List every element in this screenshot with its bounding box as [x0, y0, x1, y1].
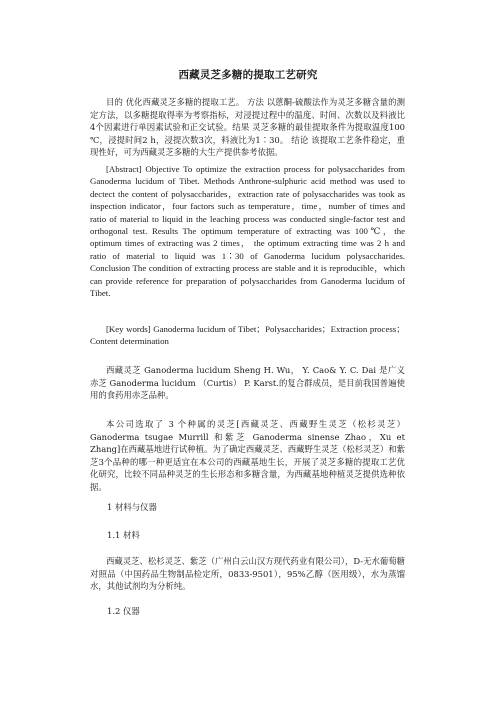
paper-title: 西藏灵芝多糖的提取工艺研究: [178, 69, 318, 81]
section-heading-1: 1 材料与仪器: [107, 502, 157, 512]
section-heading-1-1: 1.1 材料: [107, 530, 140, 540]
intro-paragraph-2: 本公司选取了 3 个种属的灵芝[西藏灵芝、西藏野生灵芝（松杉灵芝）Ganoderma tsugae Murrill 和紫芝 Ganoderma sinense Zhao，Xu et Zhang]在西藏基地进行试种植。为了确定西藏灵芝、西藏野生灵芝（松杉灵芝）和紫芝3个品种的哪一种更适宜在本公司的西藏基地生长，开展了灵芝多糖的提取工艺优化研究，比较不同品种灵芝的生长形态和多糖含量，为西藏基地种植灵芝提供选种依据。: [90, 419, 405, 492]
abstract-chinese: 目的 优化西藏灵芝多糖的提取工艺。 方法 以蒽酮-硫酸法作为灵芝多糖含量的测定方法，以多糖提取得率为考察指标，对浸提过程中的温度、时间、次数以及料液比4个因素进行单因素试验和正交试验。结果 灵芝多糖的最佳提取条件为提取温度100 ℃，浸提时间2 h，浸提次数3次，料液比为1∶30。 结论 该提取工艺条件稳定，重现性好，可为西藏灵芝多糖的大生产提供参考依据。: [90, 97, 405, 158]
section-heading-1-2: 1.2 仪器: [107, 606, 140, 616]
abstract-english: [Abstract] Objective To optimize the extraction process for polysaccharides from Ganoderma lucidum of Tibet. Methods Anthrone-sulphuric acid method was used to dectect the content of polysaccharides，extraction rate of polysaccharides was took as inspection indicator，four factors such as temperature，time，number of times and ratio of material to liquid in the leaching process was conducted single-factor test and orthogonal test. Results The optimum temperature of extracting was 100℃，the optimum times of extracting was 2 times， the optimum extracting time was 2 h and ratio of material to liquid was 1∶30 of Ganoderma lucidum polysaccharides. Conclusion The condition of extracting process are stable and it is reproducible，which can provide reference for preparation of polysaccharides from Ganoderma lucidum of Tibet.: [90, 164, 405, 299]
keywords: [Key words] Ganoderma lucidum of Tibet；Polysaccharides；Extraction process；Content determination: [90, 324, 405, 347]
intro-paragraph-1: 西藏灵芝 Ganoderma lucidum Sheng H. Wu， Y. Cao& Y. C. Dai 是广义赤芝 Ganoderma lucidum （Curtis） P. Karst.的复合群成员，是目前我国普遍使用的食药用赤芝品种。: [90, 365, 405, 401]
materials-paragraph: 西藏灵芝、松杉灵芝、紫芝（广州白云山汉方现代药业有限公司），D-无水葡萄糖对照品（中国药品生物制品检定所，0833-9501），95%乙醇（医用级），水为蒸馏水，其他试剂均为分析纯。: [90, 556, 405, 592]
